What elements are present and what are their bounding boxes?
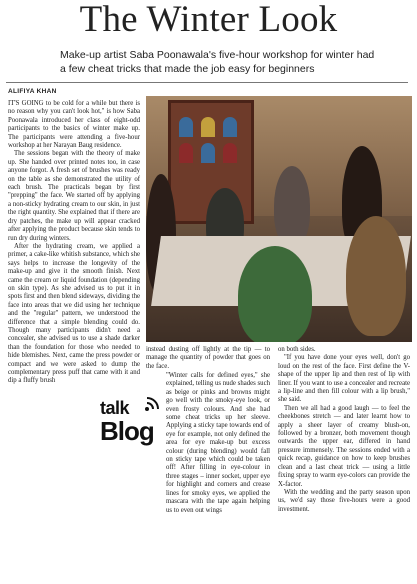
paragraph: With the wedding and the party season upon us, we'd say those five-hours were a good investment.: [278, 488, 410, 513]
article-column-2-body: [166, 372, 270, 515]
paragraph: The sessions began with the theory of make up. She handed over printed notes too, in case anyone forgot. A fresh set of brushes was ready on the table as she demonstrated the utility of each brush. The practicals began by first "prepping" the face. We started off by applying a non-sticky hydrating cream to our skin, in just the right quantity. She explained that if there are dry patches, the make up will appear cracked after applying the product because skin tends to run dry during winters.: [8, 150, 140, 242]
paragraph: Then we all had a good laugh — to feel the cheekbones stretch — and later learnt how to apply a sheer layer of creamy blush-on, followed by a bronzer, both movement though outwards the upper ear, differed in hand pressure immensely. The sessions ended with a quick recap, guidance on how to keep brushes clean and a last cheat trick — using a little fixing spray to warm eye-colors can provide the X-factor.: [278, 404, 410, 488]
paragraph: "Winter calls for defined eyes," she explained, telling us nude shades such as beige or pinks and browns might go well with the smoky-eye look, or even frosty colours. And she had some cheat tricks up her sleeve. Applying a sticky tape towards end of eye for example, not only defined the area for eye make-up but excess colour (during blending) would fall on sticky tape which could be taken off! After filling in eye-colour in three stages – inner socket, upper eye for highlight and corners and crease lines for smoky eyes, we applied the mascara with the tape again helping us to even out wings: [166, 372, 270, 514]
article-column-1: [8, 100, 140, 386]
talk-blog-logo: [98, 392, 164, 454]
article-deck: Make-up artist Saba Poonawala's five-hour workshop for winter had a few cheat tricks that made the job easy for beginners: [60, 49, 375, 75]
logo-talk-text: talk: [100, 398, 130, 418]
article-byline: ALIFIYA KHAN: [8, 88, 57, 95]
paragraph: on both sides.: [278, 346, 316, 353]
wifi-icon: [144, 394, 162, 412]
paragraph: IT'S GOING to be cold for a while but there is no reason why you can't look hot," is how Saba Poonawala introduced her class of eight-odd participants to the basics of winter make up. The participants were attending a five-hour workshop at her Narayan Baug residence.: [8, 100, 140, 150]
divider-rule: [6, 82, 408, 83]
workshop-photo: [146, 96, 412, 342]
logo-blog-text: Blog: [100, 416, 154, 446]
article-headline: The Winter Look: [79, 0, 338, 40]
paragraph: instead dusting off lightly at the tip — to manage the quantity of powder that goes on the face.: [146, 346, 270, 370]
paragraph: "If you have done your eyes well, don't go loud on the rest of the face. First define the V-shape of the upper lip and then rest of lip with liner. If you want to use a concealer and recreate a lip-line and then fill colour with a lip brush," she said.: [278, 354, 410, 404]
paragraph: After the hydrating cream, we applied a primer, a cake-like whitish substance, which she says helps to increase the longevity of the make-up and give it the smooth finish. Next came the cream or liquid foundation (depending on skin type). As she advised us to put it in spots first and then blend sideways, dividing the face into areas that we did using her technique and the "regular" pattern, we understood the difference that a simple blending could do. Though many participants didn't need a concealer, she advised us to use a shade darker than the foundation for those who needed to hide blemishes. Next, came the press powder or compact and we were asked to dump the complementary press puff that came with it and dip a fluffy brush: [8, 242, 140, 385]
article-column-2-top: [146, 346, 270, 371]
article-column-3: [278, 346, 410, 514]
